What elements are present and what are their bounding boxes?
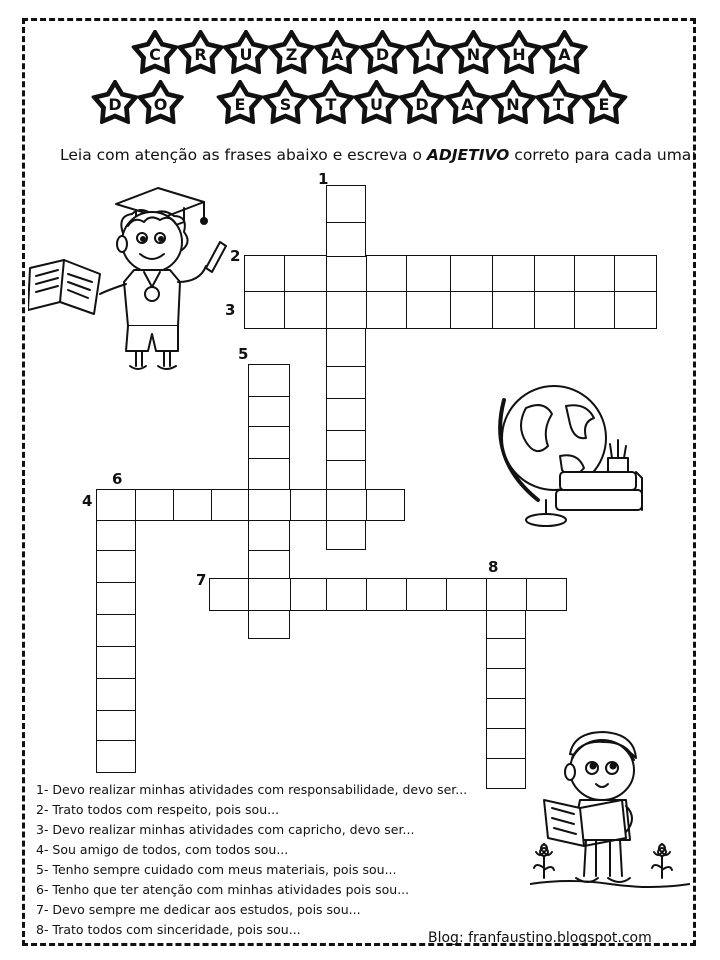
cell-8-5[interactable] [486, 728, 526, 759]
cell-7-1[interactable] [209, 578, 249, 611]
instructions [60, 146, 697, 164]
title-1-letter-1: C [149, 45, 161, 64]
cell-5-2[interactable] [248, 396, 290, 427]
cell-5-3[interactable] [248, 426, 290, 459]
clues-list [36, 780, 467, 940]
title-2b-letter-9: E [598, 95, 610, 114]
cell-6-2[interactable] [96, 550, 136, 583]
cell-4-6[interactable] [290, 489, 327, 521]
cell-5-7[interactable] [248, 550, 290, 581]
cell-3-8[interactable] [534, 291, 575, 329]
cell-7-8[interactable] [486, 578, 527, 611]
title-1-star-8 [452, 31, 496, 73]
title-2b-star-2 [264, 81, 308, 123]
cell-7-6[interactable] [406, 578, 447, 611]
cell-2-7[interactable] [492, 255, 535, 292]
cell-2-6[interactable] [450, 255, 493, 292]
title-2b-letter-4: U [370, 95, 383, 114]
title-1-letter-7: I [425, 45, 431, 64]
title-1-star-6 [361, 31, 405, 73]
cell-5-1[interactable] [248, 364, 290, 397]
cell-8-4[interactable] [486, 698, 526, 729]
cell-3-6[interactable] [450, 291, 493, 329]
cell-2-9[interactable] [574, 255, 615, 292]
cell-3-1[interactable] [244, 291, 285, 329]
cell-6-1[interactable] [96, 520, 136, 551]
cell-1-9[interactable] [326, 520, 366, 550]
title-2b-letter-3: T [325, 95, 337, 114]
title-1-star-2 [179, 31, 223, 73]
title-2b-letter-2: S [279, 95, 292, 114]
title-1-star-7 [406, 31, 450, 73]
boy-reading-icon [530, 728, 690, 893]
clue-7: 7- Devo sempre me dedicar aos estudos, pois sou... [36, 902, 361, 917]
title-1-letter-6: D [375, 45, 390, 64]
cell-2-1[interactable] [244, 255, 285, 292]
title-2b-letter-5: D [415, 95, 429, 114]
cell-6-4[interactable] [96, 614, 136, 647]
title-2b-star-3 [309, 81, 353, 123]
clue-6: 6- Tenho que ter atenção com minhas atividades pois sou... [36, 882, 410, 897]
title-2b-star-9 [582, 81, 626, 123]
clue-number-6: 6 [112, 470, 123, 488]
cell-1-3[interactable] [326, 328, 366, 367]
cell-4-1[interactable] [96, 489, 136, 521]
cell-7-3[interactable] [290, 578, 327, 611]
title-2a-letter-1: D [108, 95, 122, 114]
title-1-letter-4: Z [285, 45, 298, 64]
title-1-letter-8: N [466, 45, 481, 64]
cell-4-3[interactable] [173, 489, 212, 521]
title-2b-letter-7: N [506, 95, 520, 114]
cell-4-5[interactable] [248, 489, 291, 521]
title-2a-letter-2: O [153, 95, 168, 114]
cell-4-8[interactable] [366, 489, 405, 521]
title-2b-letter-1: E [234, 95, 246, 114]
clue-5: 5- Tenho sempre cuidado com meus materiais, pois sou... [36, 862, 397, 877]
globe-with-books-icon [486, 360, 656, 530]
title-2b-star-6 [446, 81, 490, 123]
cell-3-5[interactable] [406, 291, 451, 329]
cell-7-2[interactable] [248, 578, 291, 611]
title-1-star-5 [315, 31, 359, 73]
title-2b-star-1 [218, 81, 262, 123]
clue-8: 8- Trato todos com sinceridade, pois sou... [36, 922, 301, 937]
clue-number-7: 7 [196, 571, 207, 589]
cell-7-5[interactable] [366, 578, 407, 611]
cell-6-6[interactable] [96, 678, 136, 711]
clue-1: 1- Devo realizar minhas atividades com responsabilidade, devo ser... [36, 782, 468, 797]
cell-1-6[interactable] [326, 430, 366, 461]
cell-8-3[interactable] [486, 668, 526, 699]
instructions-after: correto para cada uma: [509, 146, 697, 164]
cell-7-9[interactable] [526, 578, 567, 611]
cell-5-4[interactable] [248, 458, 290, 490]
title-1-letter-3: U [239, 45, 253, 64]
cell-2-5[interactable] [406, 255, 451, 292]
clue-number-1: 1 [318, 170, 329, 188]
cell-3-9[interactable] [574, 291, 615, 329]
clue-number-4: 4 [82, 492, 93, 510]
cell-7-4[interactable] [326, 578, 367, 611]
cell-4-7[interactable] [326, 489, 367, 521]
cell-3-7[interactable] [492, 291, 535, 329]
instructions-before: Leia com atenção as frases abaixo e escreva o [60, 146, 427, 164]
cell-3-2[interactable] [284, 291, 327, 329]
cell-3-10[interactable] [614, 291, 657, 329]
cell-6-8[interactable] [96, 740, 136, 773]
cell-5-6[interactable] [248, 520, 290, 551]
cell-3-4[interactable] [366, 291, 407, 329]
clue-number-2: 2 [230, 247, 241, 265]
cell-1-7[interactable] [326, 460, 366, 491]
title-1-letter-5: A [330, 45, 344, 64]
cell-2-10[interactable] [614, 255, 657, 292]
title-1-letter-10: A [558, 45, 571, 64]
cell-1-5[interactable] [326, 398, 366, 431]
title-2b-star-4 [355, 81, 399, 123]
cell-8-1[interactable] [486, 610, 526, 639]
cell-8-2[interactable] [486, 638, 526, 669]
title-stars-row-2 [90, 80, 630, 128]
cell-2-8[interactable] [534, 255, 575, 292]
cell-1-2[interactable] [326, 222, 366, 257]
cell-6-7[interactable] [96, 710, 136, 741]
clue-2: 2- Trato todos com respeito, pois sou... [36, 802, 280, 817]
cell-8-6[interactable] [486, 758, 526, 789]
title-1-star-4 [270, 31, 314, 73]
cell-2-4[interactable] [366, 255, 407, 292]
cell-1-4[interactable] [326, 366, 366, 399]
title-2b-star-5 [400, 81, 444, 123]
instructions-keyword: ADJETIVO [426, 146, 510, 164]
title-1-star-3 [224, 31, 268, 73]
student-with-book-icon [28, 186, 236, 376]
cell-4-4[interactable] [211, 489, 249, 521]
cell-3-3[interactable] [326, 291, 367, 329]
title-2b-letter-6: A [461, 95, 474, 114]
cell-2-3[interactable] [326, 255, 367, 292]
title-2a-star-1 [93, 81, 137, 123]
title-1-letter-9: H [512, 45, 526, 64]
title-1-star-9 [497, 31, 541, 73]
clue-number-3: 3 [225, 301, 236, 319]
title-line-2 [0, 80, 720, 128]
cell-4-2[interactable] [135, 489, 174, 521]
cell-7-7[interactable] [446, 578, 487, 611]
clue-3: 3- Devo realizar minhas atividades com capricho, devo ser... [36, 822, 415, 837]
title-line-1 [0, 30, 720, 78]
cell-1-1[interactable] [326, 185, 366, 223]
title-2a-star-2 [139, 81, 183, 123]
title-1-letter-2: R [194, 45, 207, 64]
title-2b-letter-8: T [553, 95, 564, 114]
cell-6-5[interactable] [96, 646, 136, 679]
cell-6-3[interactable] [96, 582, 136, 615]
clue-number-5: 5 [238, 345, 249, 363]
title-1-star-1 [133, 31, 177, 73]
clue-number-8: 8 [488, 558, 499, 576]
title-2b-star-8 [537, 81, 581, 123]
blog-credit: Blog: franfaustino.blogspot.com [428, 930, 652, 946]
cell-2-2[interactable] [284, 255, 327, 292]
title-2b-star-7 [491, 81, 535, 123]
cell-5-9[interactable] [248, 610, 290, 639]
title-1-star-10 [543, 31, 587, 73]
title-stars-row-1 [130, 30, 590, 78]
clue-4: 4- Sou amigo de todos, com todos sou... [36, 842, 289, 857]
